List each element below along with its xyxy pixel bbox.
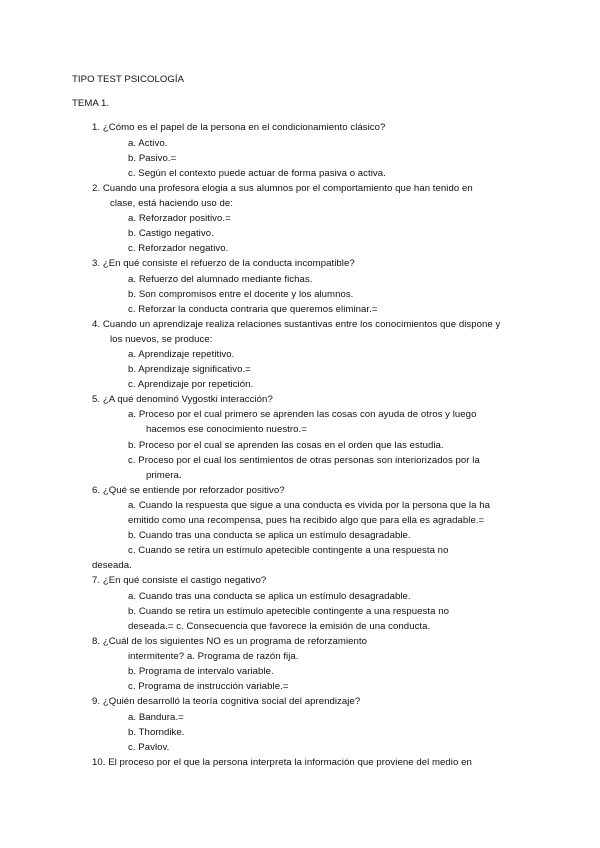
question-5: 5. ¿A qué denominó Vygostki interacción? xyxy=(92,394,273,405)
q1-option-c: c. Según el contexto puede actuar de forma pasiva o activa. xyxy=(128,168,386,179)
q4-option-b: b. Aprendizaje significativo.= xyxy=(128,364,251,375)
q2-option-c: c. Reforzador negativo. xyxy=(128,243,229,254)
question-3: 3. ¿En qué consiste el refuerzo de la conducta incompatible? xyxy=(92,258,355,269)
question-1: 1. ¿Cómo es el papel de la persona en el condicionamiento clásico? xyxy=(92,122,386,133)
q5-option-a-cont: hacemos ese conocimiento nuestro.= xyxy=(146,424,307,435)
q6-option-a-cont: emitido como una recompensa, pues ha recibido algo que para ella es agradable.= xyxy=(128,515,485,526)
q3-option-b: b. Son compromisos entre el docente y los alumnos. xyxy=(128,289,354,300)
section-heading: TEMA 1. xyxy=(72,98,110,109)
q1-option-a: a. Activo. xyxy=(128,138,168,149)
q6-option-c: c. Cuando se retira un estímulo apetecible contingente a una respuesta no xyxy=(128,545,449,556)
q7-option-b: b. Cuando se retira un estímulo apetecible contingente a una respuesta no xyxy=(128,606,449,617)
question-2-cont: clase, está haciendo uso de: xyxy=(110,198,234,209)
q8-option-b: b. Programa de intervalo variable. xyxy=(128,666,274,677)
q4-option-a: a. Aprendizaje repetitivo. xyxy=(128,349,235,360)
question-9: 9. ¿Quién desarrolló la teoría cognitiva social del aprendizaje? xyxy=(92,696,361,707)
q3-option-a: a. Refuerzo del alumnado mediante fichas. xyxy=(128,274,313,285)
q4-option-c: c. Aprendizaje por repetición. xyxy=(128,379,254,390)
q2-option-b: b. Castigo negativo. xyxy=(128,228,214,239)
q5-option-c: c. Proceso por el cual los sentimientos de otras personas son interiorizados por la xyxy=(128,455,480,466)
q7-option-a: a. Cuando tras una conducta se aplica un estímulo desagradable. xyxy=(128,591,411,602)
document-title: TIPO TEST PSICOLOGÍA xyxy=(72,74,185,85)
question-2: 2. Cuando una profesora elogia a sus alumnos por el comportamiento que han tenido en xyxy=(92,183,473,194)
question-4-cont: los nuevos, se produce: xyxy=(110,334,213,345)
question-8: 8. ¿Cuál de los siguientes NO es un programa de reforzamiento xyxy=(92,636,368,647)
q5-option-b: b. Proceso por el cual se aprenden las cosas en el orden que las estudia. xyxy=(128,440,444,451)
question-10: 10. El proceso por el que la persona interpreta la información que proviene del medio en xyxy=(92,757,472,768)
q5-option-a: a. Proceso por el cual primero se aprenden las cosas con ayuda de otros y luego xyxy=(128,409,477,420)
q6-option-c-cont: deseada. xyxy=(92,560,132,571)
question-7: 7. ¿En qué consiste el castigo negativo? xyxy=(92,575,267,586)
q9-option-c: c. Pavlov. xyxy=(128,742,170,753)
question-8-cont: intermitente? a. Programa de razón fija. xyxy=(128,651,299,662)
q6-option-a: a. Cuando la respuesta que sigue a una conducta es vivida por la persona que la ha xyxy=(128,500,490,511)
q3-option-c: c. Reforzar la conducta contraria que queremos eliminar.= xyxy=(128,304,378,315)
q5-option-c-cont: primera. xyxy=(146,470,182,481)
q2-option-a: a. Reforzador positivo.= xyxy=(128,213,231,224)
q9-option-b: b. Thorndike. xyxy=(128,727,185,738)
q1-option-b: b. Pasivo.= xyxy=(128,153,177,164)
q8-option-c: c. Programa de instrucción variable.= xyxy=(128,681,289,692)
q6-option-b: b. Cuando tras una conducta se aplica un estímulo desagradable. xyxy=(128,530,411,541)
q7-option-b-cont: deseada.= c. Consecuencia que favorece la emisión de una conducta. xyxy=(128,621,431,632)
question-4: 4. Cuando un aprendizaje realiza relaciones sustantivas entre los conocimientos que dispone y xyxy=(92,319,501,330)
question-6: 6. ¿Qué se entiende por reforzador positivo? xyxy=(92,485,285,496)
q9-option-a: a. Bandura.= xyxy=(128,712,184,723)
